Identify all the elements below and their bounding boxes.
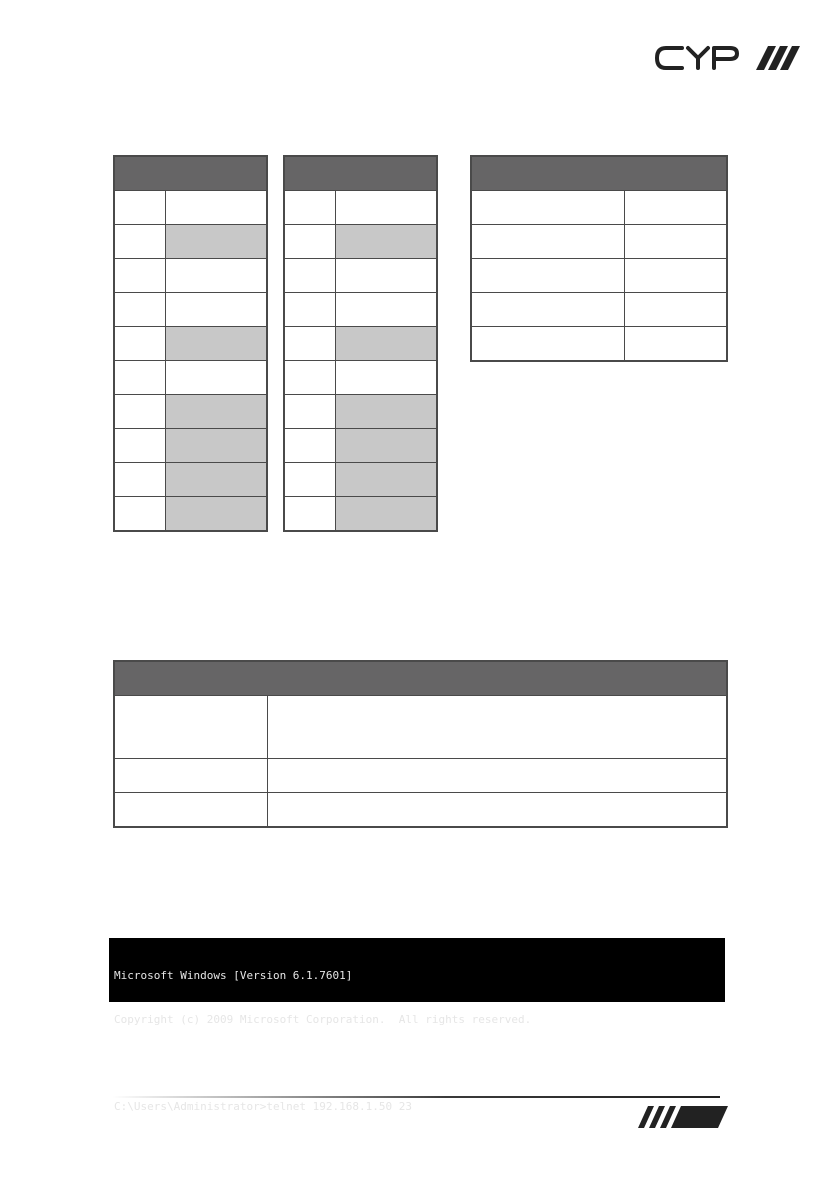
pin-cell xyxy=(114,293,166,327)
label-cell xyxy=(114,696,268,759)
pin-cell xyxy=(114,361,166,395)
table-row xyxy=(471,191,727,225)
table-header xyxy=(471,156,727,191)
table-row xyxy=(284,259,437,293)
table-row xyxy=(114,497,267,532)
signal-cell xyxy=(336,191,438,225)
pin-cell xyxy=(114,395,166,429)
console-line: Copyright (c) 2009 Microsoft Corporation. All rights reserved. xyxy=(114,1012,532,1026)
signal-cell xyxy=(336,327,438,361)
console-line: Microsoft Windows [Version 6.1.7601] xyxy=(114,969,353,982)
table-row xyxy=(284,497,437,532)
serial-settings-table xyxy=(470,155,728,362)
table-row xyxy=(471,327,727,362)
pin-cell xyxy=(284,395,336,429)
command-prompt-window xyxy=(109,938,725,1113)
pin-cell xyxy=(114,429,166,463)
signal-cell xyxy=(166,191,268,225)
pin-assignment-table-left xyxy=(113,155,268,532)
table-row xyxy=(114,259,267,293)
signal-cell xyxy=(166,327,268,361)
table-row xyxy=(114,191,267,225)
value-cell xyxy=(625,327,728,362)
label-cell xyxy=(471,259,625,293)
label-cell xyxy=(471,327,625,362)
table-row xyxy=(284,225,437,259)
console-line: C:\Users\Administrator>telnet 192.168.1.50 23 xyxy=(114,1099,413,1113)
pin-cell xyxy=(284,225,336,259)
table-row xyxy=(284,293,437,327)
table-row xyxy=(284,361,437,395)
value-cell xyxy=(268,696,728,759)
triple-slash-icon xyxy=(756,46,800,70)
pin-cell xyxy=(114,463,166,497)
signal-cell xyxy=(166,225,268,259)
pin-cell xyxy=(114,497,166,532)
table-row xyxy=(284,191,437,225)
pin-cell xyxy=(284,293,336,327)
signal-cell xyxy=(166,293,268,327)
cyp-stripes-icon xyxy=(638,1106,728,1128)
table-header xyxy=(114,661,727,696)
table-row xyxy=(471,293,727,327)
label-cell xyxy=(471,191,625,225)
signal-cell xyxy=(166,259,268,293)
cyp-logo xyxy=(652,40,800,76)
pin-cell xyxy=(284,497,336,532)
pin-cell xyxy=(284,327,336,361)
label-cell xyxy=(471,293,625,327)
telnet-commands-table xyxy=(113,660,728,828)
table-row xyxy=(114,361,267,395)
table-row xyxy=(114,759,727,793)
table-row xyxy=(114,793,727,828)
signal-cell xyxy=(166,361,268,395)
table-row xyxy=(284,395,437,429)
table-row xyxy=(284,429,437,463)
pin-cell xyxy=(284,259,336,293)
signal-cell xyxy=(336,429,438,463)
label-cell xyxy=(114,759,268,793)
value-cell xyxy=(625,191,728,225)
signal-cell xyxy=(336,259,438,293)
table-row xyxy=(284,463,437,497)
signal-cell xyxy=(336,225,438,259)
signal-cell xyxy=(336,293,438,327)
signal-cell xyxy=(336,463,438,497)
console-line xyxy=(114,1056,720,1071)
pin-cell xyxy=(284,463,336,497)
table-row xyxy=(114,293,267,327)
pin-cell xyxy=(114,259,166,293)
value-cell xyxy=(625,259,728,293)
pin-cell xyxy=(114,191,166,225)
table-row xyxy=(114,463,267,497)
pin-cell xyxy=(284,361,336,395)
table-row xyxy=(114,327,267,361)
signal-cell xyxy=(166,429,268,463)
footer-divider xyxy=(112,1096,720,1098)
value-cell xyxy=(625,225,728,259)
signal-cell xyxy=(336,395,438,429)
table-row xyxy=(114,225,267,259)
signal-cell xyxy=(336,497,438,532)
pin-cell xyxy=(284,429,336,463)
table-header xyxy=(114,156,267,191)
pin-cell xyxy=(284,191,336,225)
label-cell xyxy=(471,225,625,259)
signal-cell xyxy=(166,395,268,429)
table-row xyxy=(114,429,267,463)
table-header xyxy=(284,156,437,191)
signal-cell xyxy=(166,497,268,532)
pin-cell xyxy=(114,327,166,361)
table-row xyxy=(471,259,727,293)
pin-cell xyxy=(114,225,166,259)
table-row xyxy=(114,696,727,759)
signal-cell xyxy=(336,361,438,395)
pin-assignment-table-right xyxy=(283,155,438,532)
table-row xyxy=(471,225,727,259)
table-row xyxy=(114,395,267,429)
value-cell xyxy=(268,759,728,793)
value-cell xyxy=(268,793,728,828)
label-cell xyxy=(114,793,268,828)
signal-cell xyxy=(166,463,268,497)
table-row xyxy=(284,327,437,361)
value-cell xyxy=(625,293,728,327)
